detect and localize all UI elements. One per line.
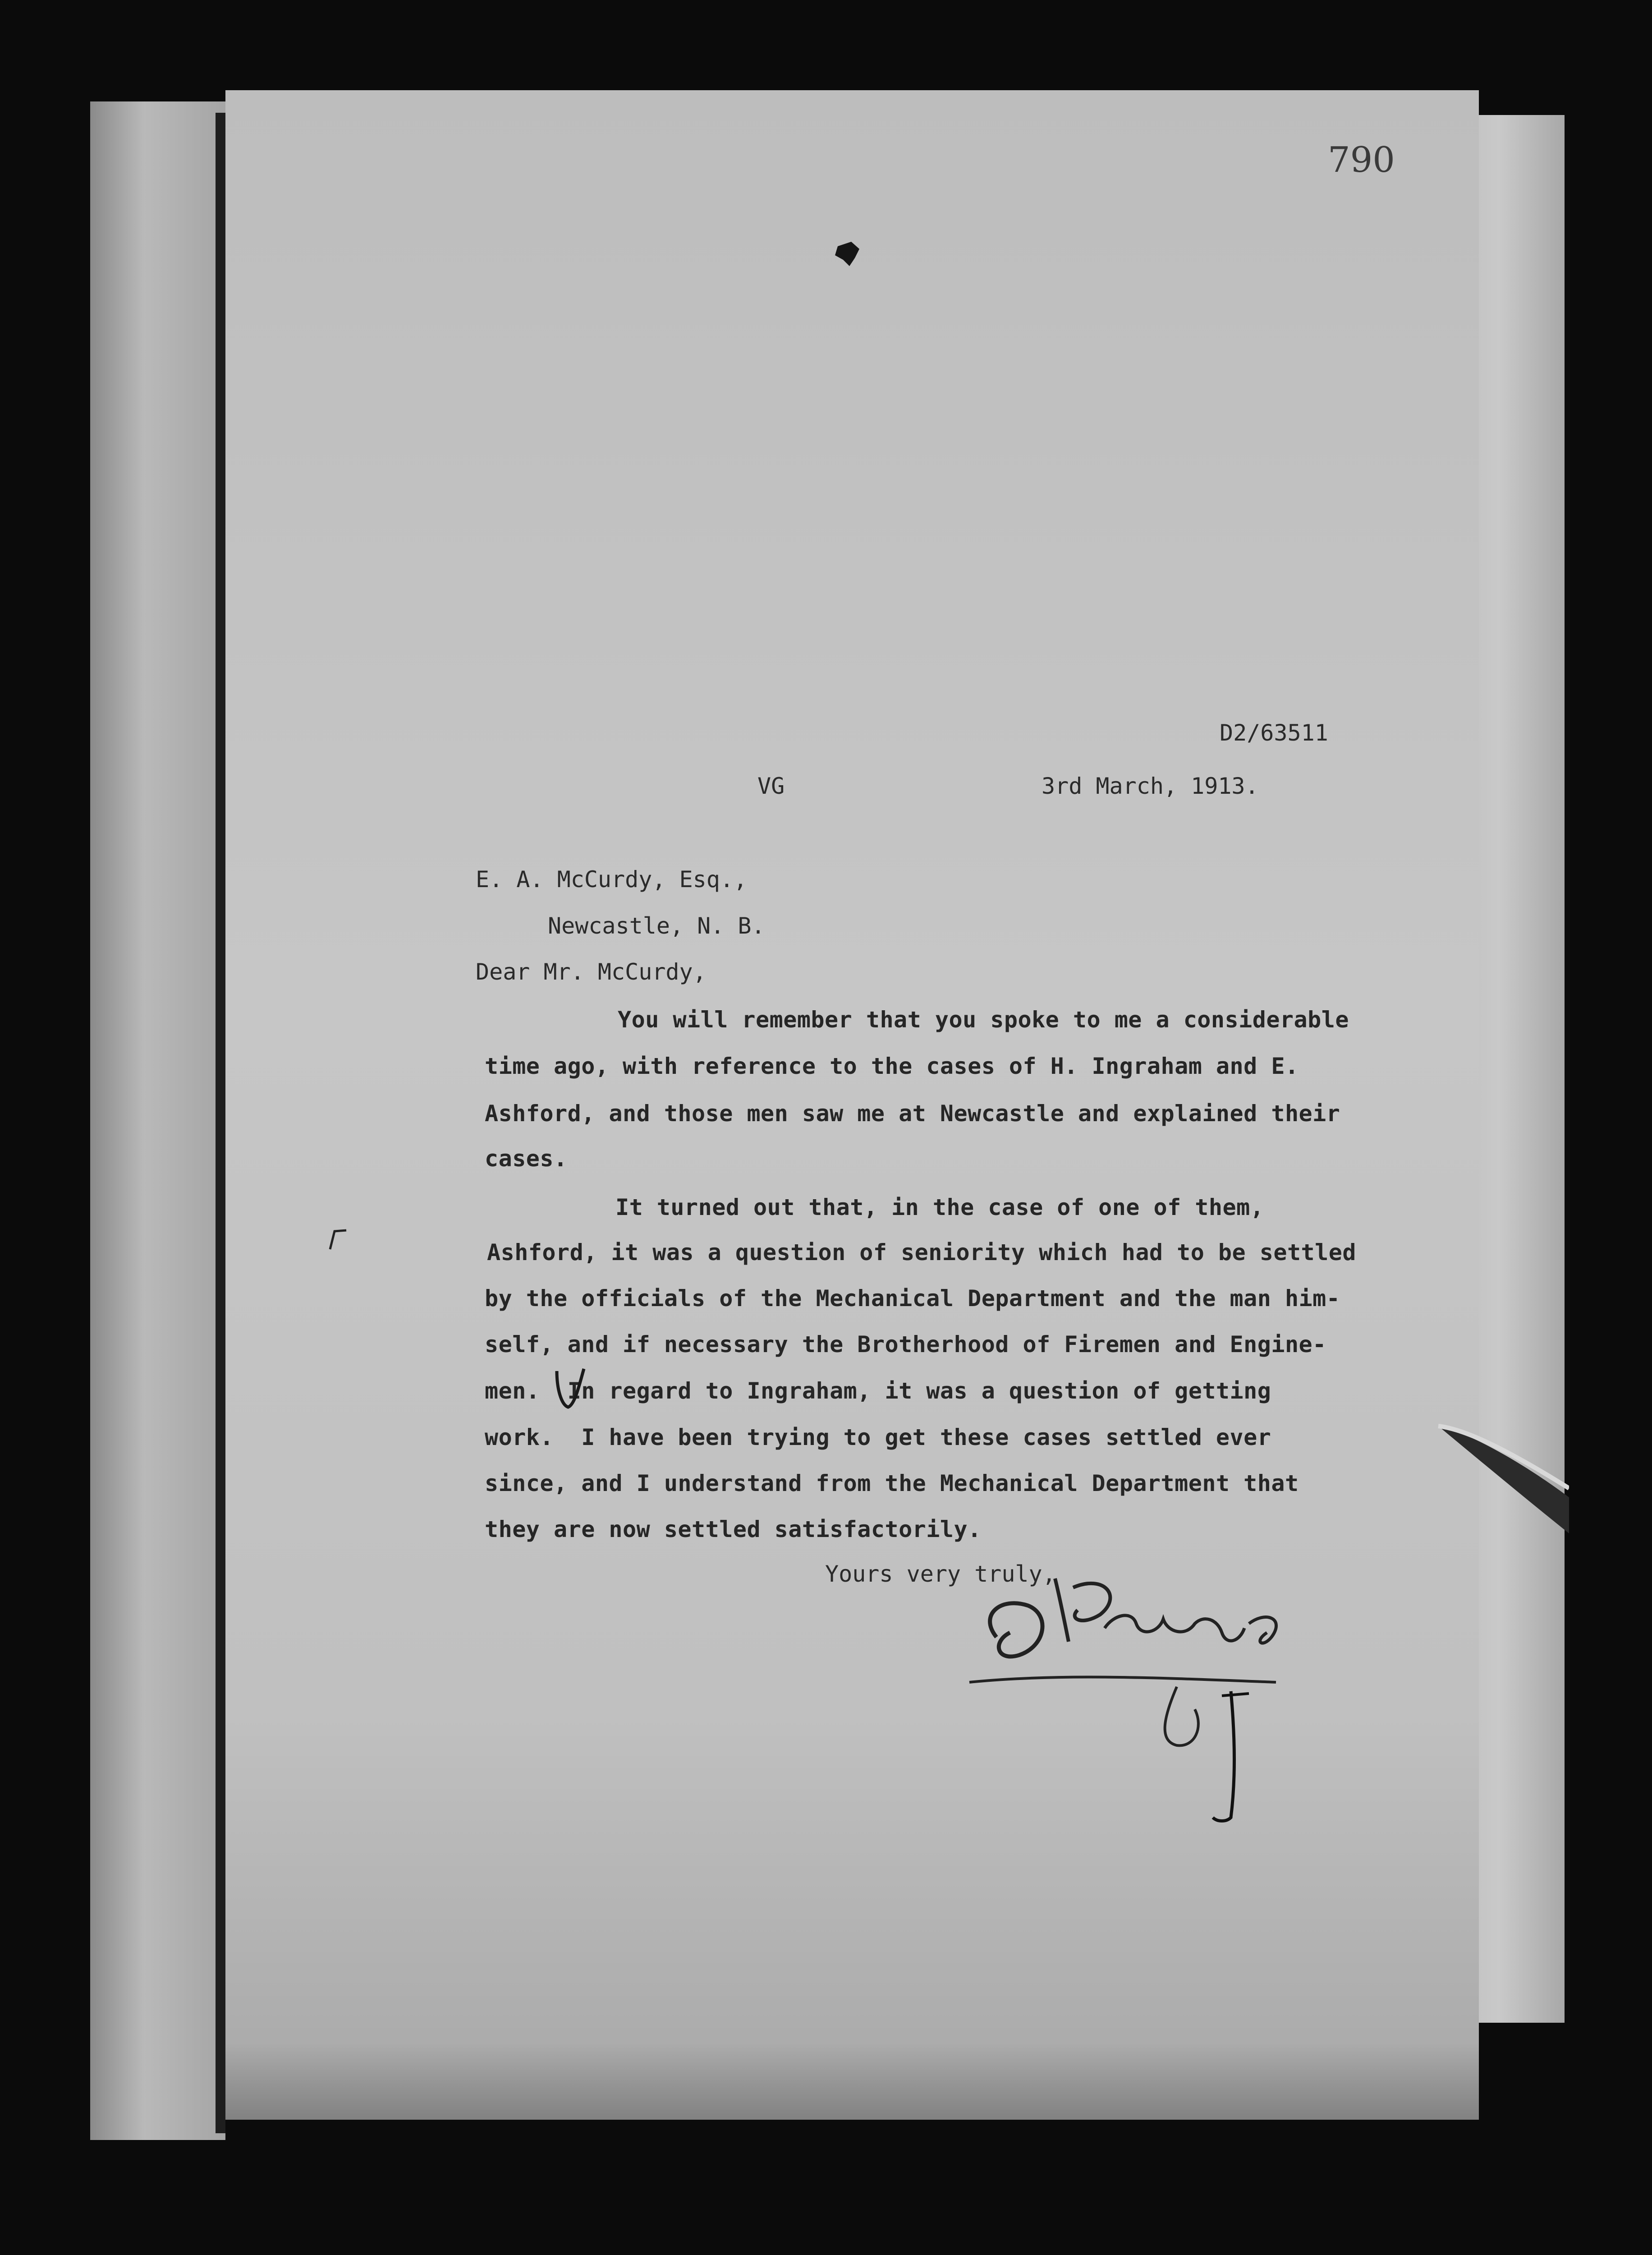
ink-blot-mark xyxy=(833,240,862,268)
body-line: by the officials of the Mechanical Department and the man him- xyxy=(485,1285,1340,1312)
body-line: Ashford, it was a question of seniority which had to be settled xyxy=(487,1239,1356,1266)
check-mark xyxy=(548,1362,593,1416)
book-spine xyxy=(216,113,225,2133)
body-line: men. In regard to Ingraham, it was a question of getting xyxy=(485,1378,1271,1404)
margin-tick-mark xyxy=(325,1227,352,1254)
page-shadow xyxy=(225,2043,1479,2120)
body-line: work. I have been trying to get these cases settled ever xyxy=(485,1424,1271,1450)
body-line: self, and if necessary the Brotherhood of Firemen and Engine- xyxy=(485,1331,1326,1358)
typist-initials: VG xyxy=(757,773,785,799)
adjacent-page-left xyxy=(90,101,225,2140)
body-line: It turned out that, in the case of one of them, xyxy=(615,1194,1264,1220)
body-line: time ago, with reference to the cases of H. Ingraham and E. xyxy=(485,1053,1299,1079)
salutation: Dear Mr. McCurdy, xyxy=(476,959,707,985)
recipient-place: Newcastle, N. B. xyxy=(548,913,765,939)
body-line: Ashford, and those men saw me at Newcastle and explained their xyxy=(485,1100,1340,1127)
body-line: since, and I understand from the Mechanical Department that xyxy=(485,1470,1299,1496)
pen-nib xyxy=(1434,1421,1569,1556)
handwritten-signature xyxy=(924,1529,1353,1867)
file-reference: D2/63511 xyxy=(1220,720,1328,746)
page-number: 790 xyxy=(1328,140,1395,180)
letter-date: 3rd March, 1913. xyxy=(1042,773,1259,799)
body-line: You will remember that you spoke to me a considerable xyxy=(618,1007,1349,1033)
recipient-name: E. A. McCurdy, Esq., xyxy=(476,866,748,893)
closing: Yours very truly, xyxy=(825,1561,1056,1587)
body-line: they are now settled satisfactorily. xyxy=(485,1516,982,1542)
body-line: cases. xyxy=(485,1146,568,1172)
